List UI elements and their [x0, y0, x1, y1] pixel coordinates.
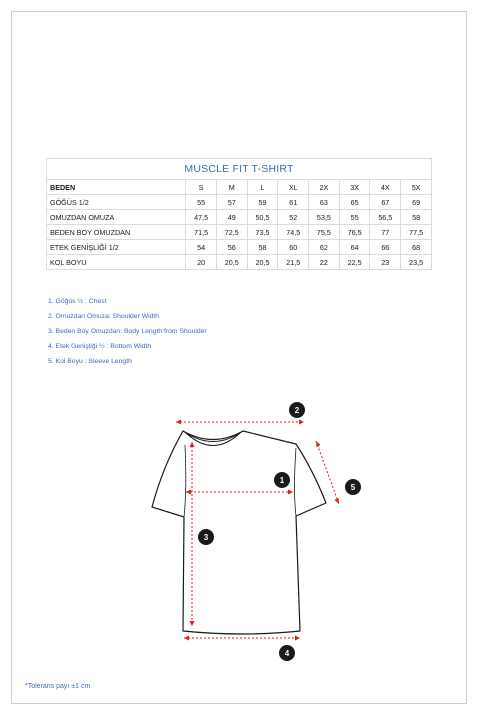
legend-item: 1. Göğüs ½ : Chest	[48, 298, 107, 305]
marker-3	[198, 529, 214, 545]
row-label: ETEK GENİŞLİĞİ 1/2	[47, 240, 186, 255]
marker-2	[289, 402, 305, 418]
table-cell: 63	[309, 195, 340, 210]
table-cell: 76,5	[339, 225, 370, 240]
marker-5	[345, 479, 361, 495]
table-cell: 71,5	[186, 225, 217, 240]
legend-item: 4. Etek Genişliği ½ : Bottom Width	[48, 343, 152, 350]
row-label: BEDEN BOY OMUZDAN	[47, 225, 186, 240]
size-header: M	[216, 180, 247, 195]
header-label: BEDEN	[47, 180, 186, 195]
row-label: GÖĞÜS 1/2	[47, 195, 186, 210]
sleeve-measure-line	[316, 441, 339, 504]
tshirt-outline	[152, 431, 326, 634]
table-cell: 23	[370, 255, 401, 270]
legend-item: 3. Beden Boy Omuzdan: Body Length from Shoulder	[48, 328, 207, 335]
table-cell: 20	[186, 255, 217, 270]
table-cell: 23,5	[401, 255, 432, 270]
table-cell: 22	[309, 255, 340, 270]
table-cell: 22,5	[339, 255, 370, 270]
row-label: KOL BOYU	[47, 255, 186, 270]
table-cell: 47,5	[186, 210, 217, 225]
table-cell: 77	[370, 225, 401, 240]
marker-label: 4	[284, 649, 290, 658]
table-cell: 20,5	[247, 255, 278, 270]
table-cell: 56,5	[370, 210, 401, 225]
table-cell: 53,5	[309, 210, 340, 225]
table-cell: 74,5	[278, 225, 309, 240]
table-cell: 49	[216, 210, 247, 225]
table-cell: 50,5	[247, 210, 278, 225]
row-label: OMUZDAN OMUZA	[47, 210, 186, 225]
table-cell: 55	[339, 210, 370, 225]
table-cell: 62	[309, 240, 340, 255]
size-header: 5X	[401, 180, 432, 195]
table-cell: 58	[401, 210, 432, 225]
table-cell: 55	[186, 195, 217, 210]
size-header: S	[186, 180, 217, 195]
table-cell: 67	[370, 195, 401, 210]
marker-label: 2	[294, 406, 300, 415]
marker-label: 1	[279, 476, 285, 485]
size-header: L	[247, 180, 278, 195]
size-header: XL	[278, 180, 309, 195]
table-cell: 52	[278, 210, 309, 225]
table-cell: 61	[278, 195, 309, 210]
table-cell: 59	[247, 195, 278, 210]
legend-item: 5. Kol Boyu : Sleeve Length	[48, 358, 132, 365]
table-cell: 21,5	[278, 255, 309, 270]
table-cell: 64	[339, 240, 370, 255]
marker-4	[279, 645, 295, 661]
size-header: 3X	[339, 180, 370, 195]
table-cell: 60	[278, 240, 309, 255]
table-cell: 75,5	[309, 225, 340, 240]
table-cell: 73,5	[247, 225, 278, 240]
table-cell: 57	[216, 195, 247, 210]
table-cell: 69	[401, 195, 432, 210]
legend-item: 2. Omuzdan Omuza: Shoulder Width	[48, 313, 160, 320]
marker-label: 5	[350, 483, 356, 492]
table-cell: 56	[216, 240, 247, 255]
table-cell: 72,5	[216, 225, 247, 240]
table-title: MUSCLE FIT T-SHIRT	[47, 159, 432, 180]
table-cell: 66	[370, 240, 401, 255]
size-header: 4X	[370, 180, 401, 195]
table-cell: 68	[401, 240, 432, 255]
marker-1	[274, 472, 290, 488]
table-cell: 77,5	[401, 225, 432, 240]
marker-label: 3	[203, 533, 209, 542]
table-cell: 20,5	[216, 255, 247, 270]
size-header: 2X	[309, 180, 340, 195]
table-cell: 58	[247, 240, 278, 255]
table-cell: 54	[186, 240, 217, 255]
table-cell: 65	[339, 195, 370, 210]
tolerance-note: *Tolerans payı ±1 cm	[25, 683, 91, 690]
measure-arrowheads	[176, 420, 339, 641]
